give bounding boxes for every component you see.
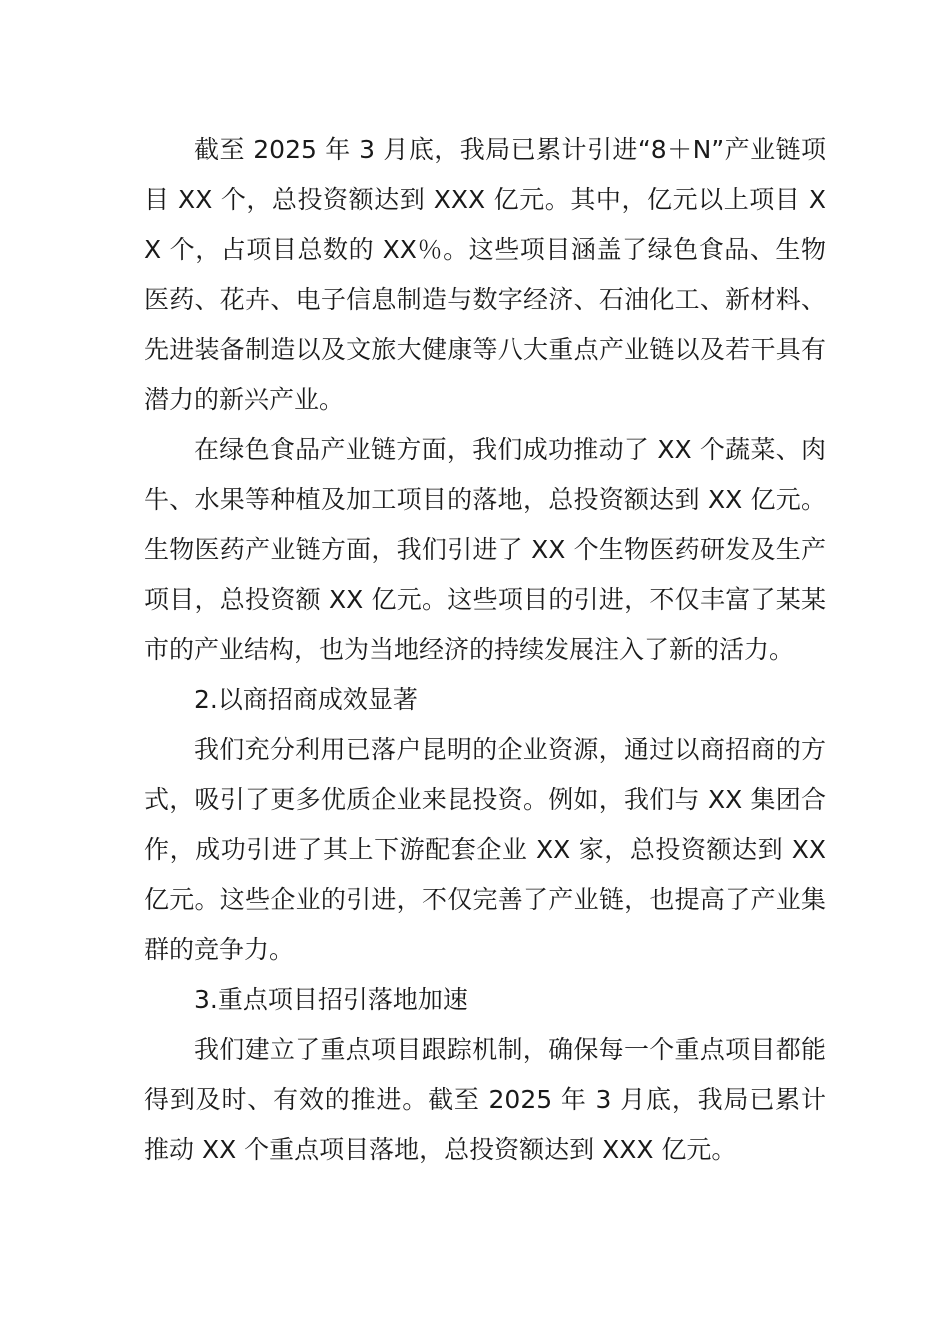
paragraph-key-projects: 我们建立了重点项目跟踪机制，确保每一个重点项目都能得到及时、有效的推进。截至 2025 年 3 月底，我局已累计推动 XX 个重点项目落地，总投资额达到 XXX 亿元。 bbox=[144, 1035, 826, 1164]
section-heading-business-attraction: 2.以商招商成效显著 bbox=[194, 685, 418, 714]
paragraph-investment-summary: 截至 2025 年 3 月底，我局已累计引进“8＋N”产业链项目 XX 个，总投资额达到 XXX 亿元。其中，亿元以上项目 XX 个，占项目总数的 XX％。这些项目涵盖了绿色食品、生物医药、花卉、电子信息制造与数字经济、石油化工、新材料、先进装备制造以及文旅大健康等八大重点产业链以及若干具有潜力的新兴产业。 bbox=[144, 135, 826, 414]
section-heading-key-projects: 3.重点项目招引落地加速 bbox=[194, 985, 468, 1014]
paragraph-industry-chains: 在绿色食品产业链方面，我们成功推动了 XX 个蔬菜、肉牛、水果等种植及加工项目的落地，总投资额达到 XX 亿元。生物医药产业链方面，我们引进了 XX 个生物医药研发及生产项目，总投资额 XX 亿元。这些项目的引进，不仅丰富了某某市的产业结构，也为当地经济的持续发展注入了新的活力。 bbox=[144, 435, 826, 664]
paragraph-business-attraction: 我们充分利用已落户昆明的企业资源，通过以商招商的方式，吸引了更多优质企业来昆投资。例如，我们与 XX 集团合作，成功引进了其上下游配套企业 XX 家，总投资额达到 XX 亿元。这些企业的引进，不仅完善了产业链，也提高了产业集群的竞争力。 bbox=[144, 735, 826, 964]
document-body bbox=[144, 125, 826, 1175]
